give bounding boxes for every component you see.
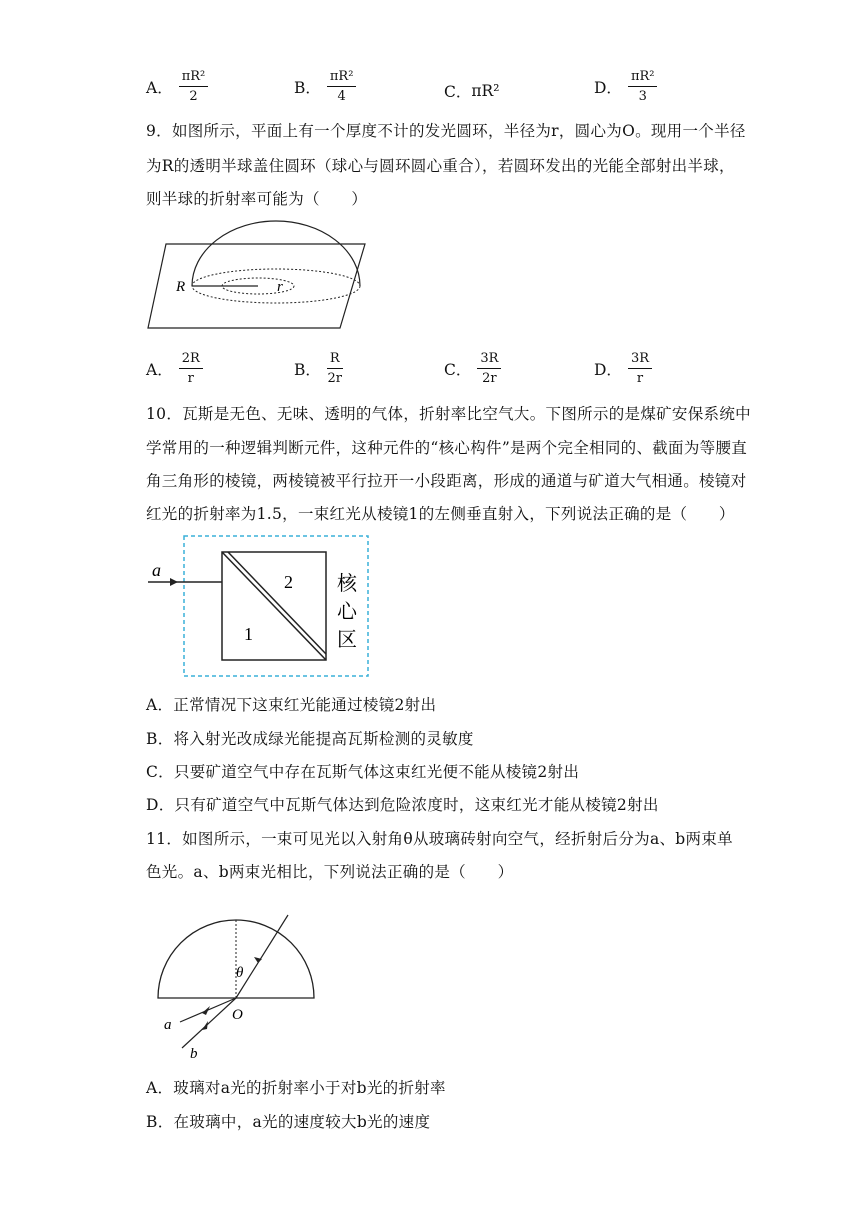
q9-figure-hemisphere [140, 210, 370, 335]
prism-gap-line-1 [222, 552, 326, 660]
q10-line-3: 角三角形的棱镜，两棱镜被平行拉开一小段距离，形成的通道与矿道大气相通。棱镜对 [146, 472, 747, 490]
label-core-2: 心 [337, 601, 357, 623]
incident-ray [236, 915, 288, 998]
label-a: a [164, 1017, 172, 1033]
label-prism-2: 2 [284, 572, 293, 592]
hemisphere-outline [192, 221, 360, 286]
q11-option-b: B．在玻璃中，a光的速度较大b光的速度 [146, 1113, 431, 1131]
label-a: a [152, 560, 161, 580]
q9-line-1: 9．如图所示，平面上有一个厚度不计的发光圆环，半径为r，圆心为O。现用一个半径 [146, 122, 746, 140]
q10-line-2: 学常用的一种逻辑判断元件，这种元件的“核心构件”是两个完全相同的、截面为等腰直 [146, 439, 748, 457]
label-core-1: 核 [337, 573, 357, 595]
label-b: b [190, 1046, 198, 1060]
q9-option-b: B． $\frac{R}{2r}$ [294, 351, 343, 386]
q8-option-b: B． $\frac{\text{πR²}}{4}$ [294, 70, 356, 103]
label-prism-1: 1 [244, 624, 253, 644]
ray-a-arrow-icon [202, 1006, 210, 1015]
q9-option-c: C． $\frac{3R}{2r}$ [444, 352, 501, 385]
q11-line-2: 色光。a、b两束光相比，下列说法正确的是（ ） [146, 863, 514, 881]
q9-option-d: D． $\frac{3R}{r}$ [594, 352, 652, 385]
q8-option-c: C． πR² [444, 82, 500, 101]
q11-line-1: 11．如图所示，一束可见光以入射角θ从玻璃砖射向空气，经折射后分为a、b两束单 [146, 830, 733, 848]
q8-option-a: A． $\frac{\text{πR²}}{2}$ [146, 70, 208, 103]
q10-option-d: D．只有矿道空气中瓦斯气体达到危险浓度时，这束红光才能从棱镜2射出 [146, 796, 659, 814]
q11-option-a: A．玻璃对a光的折射率小于对b光的折射率 [146, 1079, 446, 1097]
q10-line-4: 红光的折射率为1.5，一束红光从棱镜1的左侧垂直射入，下列说法正确的是（ ） [146, 505, 735, 523]
semicircle-glass [158, 920, 314, 998]
label-r: r [277, 279, 283, 295]
label-O: O [232, 1007, 243, 1023]
q10-figure-prisms [144, 530, 376, 680]
q9-option-a: A． $\frac{2R}{r}$ [146, 352, 203, 385]
ray-b-arrow-icon [202, 1021, 208, 1030]
label-R: R [176, 279, 186, 295]
q10-option-b: B．将入射光改成绿光能提高瓦斯检测的灵敏度 [146, 730, 474, 748]
q9-line-3: 则半球的折射率可能为（ ） [146, 190, 368, 208]
q8-option-d: D． $\frac{\text{πR²}}{3}$ [594, 70, 657, 103]
q10-option-c: C．只要矿道空气中存在瓦斯气体这束红光便不能从棱镜2射出 [146, 763, 580, 781]
label-theta: θ [236, 965, 244, 981]
ray-b [182, 998, 236, 1048]
q10-option-a: A．正常情况下这束红光能通过棱镜2射出 [146, 696, 437, 714]
label-core-3: 区 [337, 629, 357, 651]
ray-arrow-icon [170, 578, 178, 586]
q10-line-1: 10．瓦斯是无色、无味、透明的气体，折射率比空气大。下图所示的是煤矿安保系统中 [146, 405, 751, 423]
q9-line-2: 为R的透明半球盖住圆环（球心与圆环圆心重合），若圆环发出的光能全部射出半球， [146, 157, 735, 175]
q11-figure-glass [150, 905, 322, 1060]
prism-gap-line-2 [228, 552, 326, 654]
